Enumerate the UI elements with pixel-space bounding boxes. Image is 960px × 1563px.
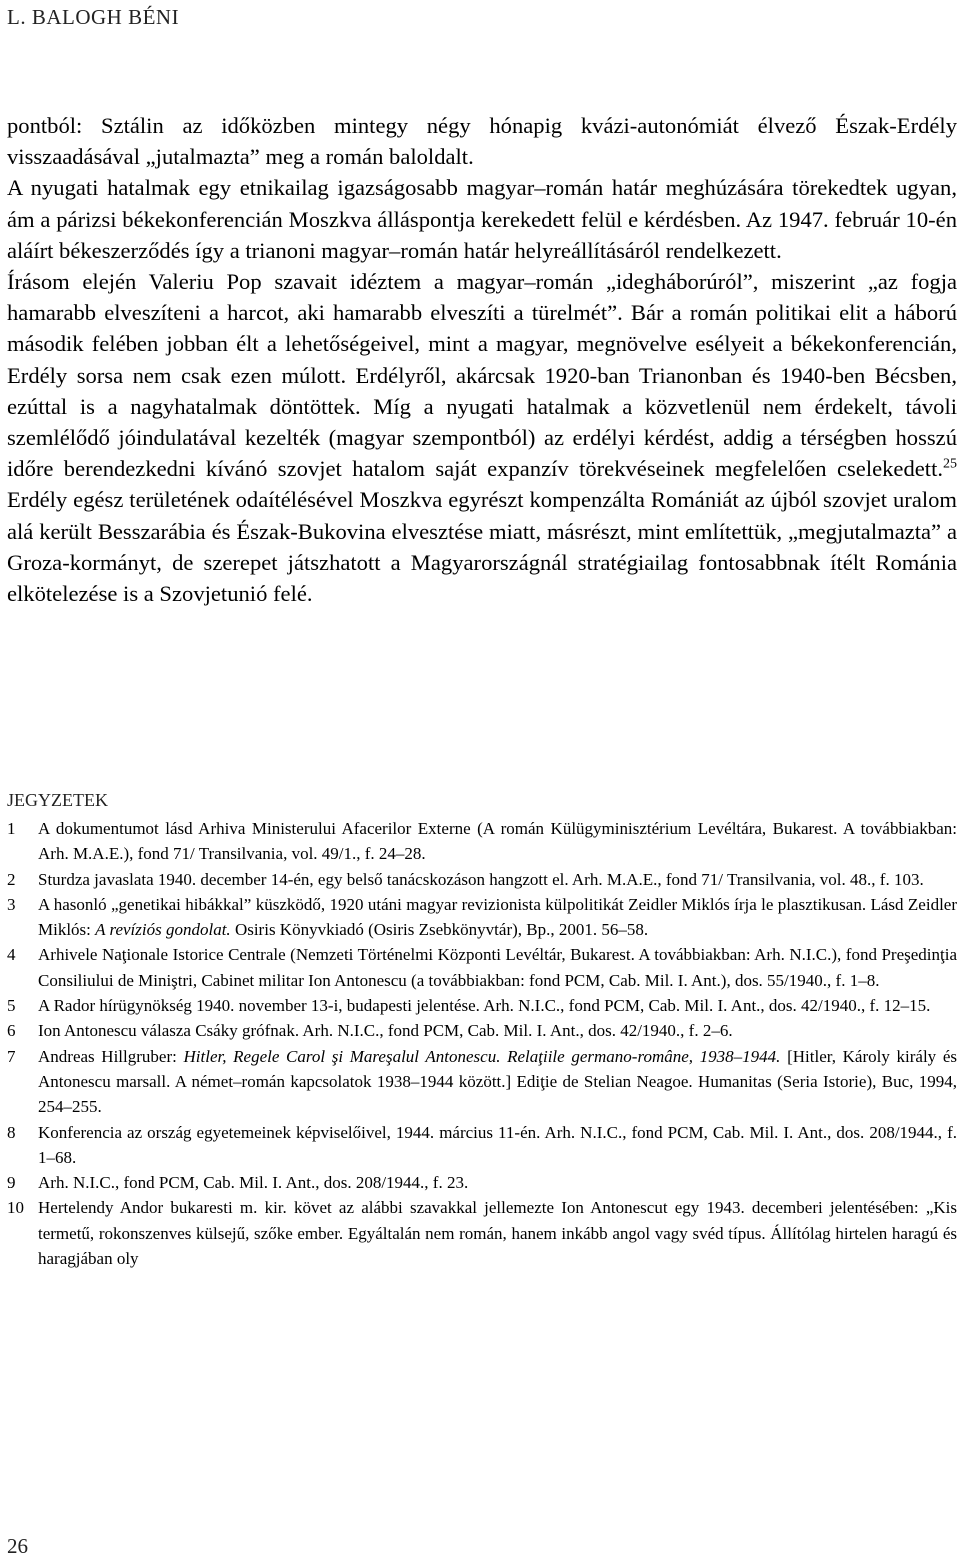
note-number: 10	[7, 1198, 24, 1218]
paragraph-3-part-a: Írásom elején Valeriu Pop szavait idéztem a magyar–román „idegháborúról”, miszerint „az fogja hamarabb elveszíteni a harcot, aki hamarabb elveszíti a türelmét”. Bár a román politikai elit a háború második felében jobban élt a lehetőségeivel, mint a magyar, megnövelve esélyeit a békekonferencián, Erdély sorsa nem csak ezen múlott. Erdélyről, akárcsak 1920-ban Trianonban és 1940-ben Bécsben, ezúttal is a nagyhatalmak döntöttek. Míg a nyugati hatalmak a közvetlenül nem érdekelt, távoli szemlélődő jóindulatával kezelték (magyar szempontból) az erdélyi kérdést, addig a térségben hosszú időre berendezkedni kívánó szovjet hatalom saját expanzív törekvéseinek megfelelően cselekedett.	[7, 269, 957, 482]
note-text: Hertelendy Andor bukaresti m. kir. követ az alábbi szavakkal jellemezte Ion Antonescut egy 1943. decemberi jelentésében: „Kis termetű, rokonszenves külsejű, szőke ember. Egyáltalán nem román, hanem inkább angol vagy svéd típus. Állítólag hirtelen haragú és haragjában oly	[38, 1198, 957, 1269]
note-text: A dokumentumot lásd Arhiva Ministerului Afacerilor Externe (A román Külügyminisztérium Levéltára, Bukarest. A továbbiakban: Arh. M.A.E.), fond 71/ Transilvania, vol. 49/1., f. 24–28.	[38, 819, 957, 864]
paragraph-3-part-b: Erdély egész területének odaítélésével Moszkva egyrészt kompenzálta Romániát az újból szovjet uralom alá került Besszarábia és Észak-Bukovina elvesztése miatt, másrészt, mint említettük, „megjutalmazta” a Groza-kormányt, de szerepet játszhatott a Magyarországnál stratégiailag fontosabbnak ítélt Románia elkötelezése is a Szovjetunió felé.	[7, 487, 957, 607]
paragraph-2: A nyugati hatalmak egy etnikailag igazságosabb magyar–román határ meghúzására törekedtek ugyan, ám a párizsi békekonferencián Moszkva álláspontja kerekedett felül e kérdésben. Az 1947. február 10-én aláírt békeszerződés így a trianoni magyar–román határ helyreállításáról rendelkezett.	[7, 175, 957, 263]
notes-heading: JEGYZETEK	[7, 790, 108, 810]
note-7	[7, 1044, 957, 1120]
note-text: Arhivele Naţionale Istorice Centrale (Nemzeti Történelmi Központi Levéltár, Bukarest. A továbbiakban: Arh. N.I.C.), fond Preşedinţia Consiliului de Miniştri, Cabinet militar Ion Antonescu (a továbbiakban: fond PCM, Cab. Mil. I. Ant.), dos. 55/1940., f. 1–8.	[38, 945, 957, 990]
paragraph-3	[7, 266, 957, 609]
note-text: Arh. N.I.C., fond PCM, Cab. Mil. I. Ant., dos. 208/1944., f. 23.	[38, 1173, 469, 1193]
note-3	[7, 892, 957, 943]
note-text: A hasonló „genetikai hibákkal” küszködő, 1920 utáni magyar revizionista külpolitikát Zeidler Miklós írja le plasztikusan. Lásd Zeidler Miklós:	[38, 894, 957, 940]
note-text-rest: Osiris Könyvkiadó (Osiris Zsebkönyvtár), Bp., 2001. 56–58.	[230, 920, 649, 940]
page-number: 26	[7, 1534, 28, 1558]
main-text	[7, 110, 957, 609]
running-header: L. BALOGH BÉNI	[7, 5, 180, 29]
note-text: Konferencia az ország egyetemeinek képviselőivel, 1944. március 11-én. Arh. N.I.C., fond PCM, Cab. Mil. I. Ant., dos. 208/1944., f. 1–68.	[38, 1122, 957, 1167]
note-1	[7, 816, 957, 867]
note-number: 3	[7, 894, 16, 914]
note-10	[7, 1195, 957, 1271]
note-8	[7, 1120, 957, 1171]
note-title-italic: A revíziós gondolat.	[95, 920, 231, 940]
footnote-ref-25: 25	[943, 456, 957, 472]
note-number: 6	[7, 1021, 16, 1041]
note-number: 4	[7, 945, 16, 965]
note-number: 9	[7, 1173, 16, 1193]
note-number: 1	[7, 819, 16, 838]
note-title-italic: Hitler, Regele Carol şi Mareşalul Antonescu. Relaţiile germano-române, 1938–1944.	[183, 1046, 781, 1066]
note-9	[7, 1170, 957, 1195]
note-text: Sturdza javaslata 1940. december 14-én, egy belső tanácskozáson hangzott el. Arh. M.A.E., fond 71/ Transilvania, vol. 48., f. 103.	[38, 869, 924, 889]
notes-list	[7, 816, 957, 1271]
paragraph-1: pontból: Sztálin az időközben mintegy négy hónapig kvázi-autonómiát élvező Észak-Erdély visszaadásával „jutalmazta” meg a román baloldalt.	[7, 113, 957, 170]
note-text: A Rador hírügynökség 1940. november 13-i, budapesti jelentése. Arh. N.I.C., fond PCM, Cab. Mil. I. Ant., dos. 42/1940., f. 12–15.	[38, 996, 931, 1016]
note-4	[7, 942, 957, 993]
note-number: 2	[7, 869, 16, 889]
note-6	[7, 1018, 957, 1043]
note-number: 8	[7, 1122, 16, 1142]
note-text-rest: [Hitler, Károly király és Antonescu marsall. A német–román kapcsolatok 1938–1944 között.] Ediţie de Stelian Neagoe. Humanitas (Seria Istorie), Buc, 1994, 254–255.	[38, 1046, 957, 1117]
note-number: 7	[7, 1046, 16, 1066]
note-2	[7, 867, 957, 892]
note-text: Andreas Hillgruber:	[38, 1046, 184, 1066]
note-number: 5	[7, 996, 16, 1016]
note-text: Ion Antonescu válasza Csáky grófnak. Arh. N.I.C., fond PCM, Cab. Mil. I. Ant., dos. 42/1940., f. 2–6.	[38, 1021, 733, 1041]
note-5	[7, 993, 957, 1018]
